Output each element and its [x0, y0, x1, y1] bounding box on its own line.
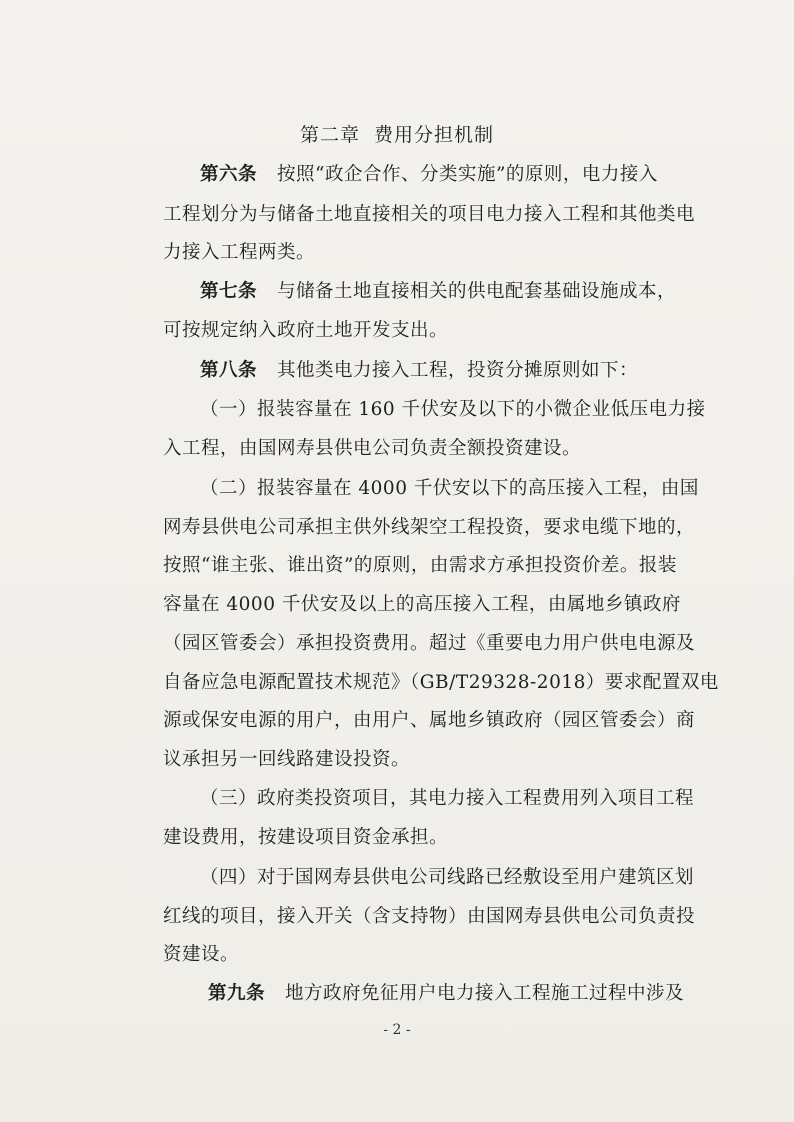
bleed-through-background	[140, 95, 740, 995]
text-line	[163, 668, 719, 694]
line-text: 自备应急电源配置技术规范》（GB/T29328-2018）要求配置双电	[163, 672, 719, 693]
text-line	[163, 551, 677, 577]
line-text: 网寿县供电公司承担主供外线架空工程投资，要求电缆下地的，	[163, 517, 696, 538]
line-text: 容量在 4000 千伏安及以上的高压接入工程，由属地乡镇政府	[163, 594, 681, 615]
line-text: （三）政府类投资项目，其电力接入工程费用列入项目工程	[200, 788, 695, 809]
text-line	[200, 784, 694, 810]
text-line	[163, 902, 695, 928]
text-line	[163, 513, 695, 539]
line-text: 入工程，由国网寿县供电公司负责全额投资建设。	[163, 438, 582, 459]
text-line	[163, 629, 695, 655]
line-text: 力接入工程两类。	[163, 242, 316, 263]
text-line	[200, 474, 699, 500]
article-label: 第九条	[208, 983, 266, 1004]
text-line	[163, 238, 315, 264]
text-line	[208, 979, 684, 1005]
line-text: 地方政府免征用户电力接入工程施工过程中涉及	[285, 983, 685, 1004]
line-text: 源或保安电源的用户，由用户、属地乡镇政府（园区管委会）商	[163, 710, 696, 731]
chapter-number: 第二章	[299, 124, 360, 146]
text-line	[163, 940, 239, 966]
text-line	[163, 434, 581, 460]
line-text: 按照“政企合作、分类实施”的原则，电力接入	[277, 164, 658, 185]
line-text: 议承担另一回线路建设投资。	[163, 749, 411, 770]
article-label: 第八条	[200, 360, 258, 381]
line-text: 建设费用，按建设项目资金承担。	[163, 827, 449, 848]
text-line	[163, 316, 448, 342]
text-line	[163, 706, 695, 732]
text-line	[163, 200, 695, 226]
chapter-title: 费用分担机制	[374, 124, 495, 146]
line-text: （园区管委会）承担投资费用。超过《重要电力用户供电电源及	[163, 633, 696, 654]
text-line	[200, 863, 694, 889]
chapter-heading	[0, 120, 794, 147]
line-text: （一）报装容量在 160 千伏安及以下的小微企业低压电力接	[200, 399, 706, 420]
text-line	[163, 590, 681, 616]
line-text: （四）对于国网寿县供电公司线路已经敷设至用户建筑区划	[200, 867, 695, 888]
text-line	[163, 745, 410, 771]
line-text: 资建设。	[163, 944, 240, 965]
page-number: - 2 -	[383, 1022, 411, 1038]
text-line	[200, 277, 676, 303]
line-text: 工程划分为与储备土地直接相关的项目电力接入工程和其他类电	[163, 204, 696, 225]
text-line	[200, 160, 658, 186]
line-text: 其他类电力接入工程，投资分摊原则如下：	[277, 360, 639, 381]
line-text: 可按规定纳入政府土地开发支出。	[163, 320, 449, 341]
line-text: 与储备土地直接相关的供电配套基础设施成本，	[277, 281, 677, 302]
text-line	[163, 823, 448, 849]
article-label: 第七条	[200, 281, 258, 302]
text-line	[200, 395, 706, 421]
article-label: 第六条	[200, 164, 258, 185]
line-text: 红线的项目，接入开关（含支持物）由国网寿县供电公司负责投	[163, 906, 696, 927]
line-text: （二）报装容量在 4000 千伏安以下的高压接入工程，由国	[200, 478, 699, 499]
text-line	[200, 356, 638, 382]
line-text: 按照“谁主张、谁出资”的原则，由需求方承担投资价差。报装	[163, 555, 677, 576]
